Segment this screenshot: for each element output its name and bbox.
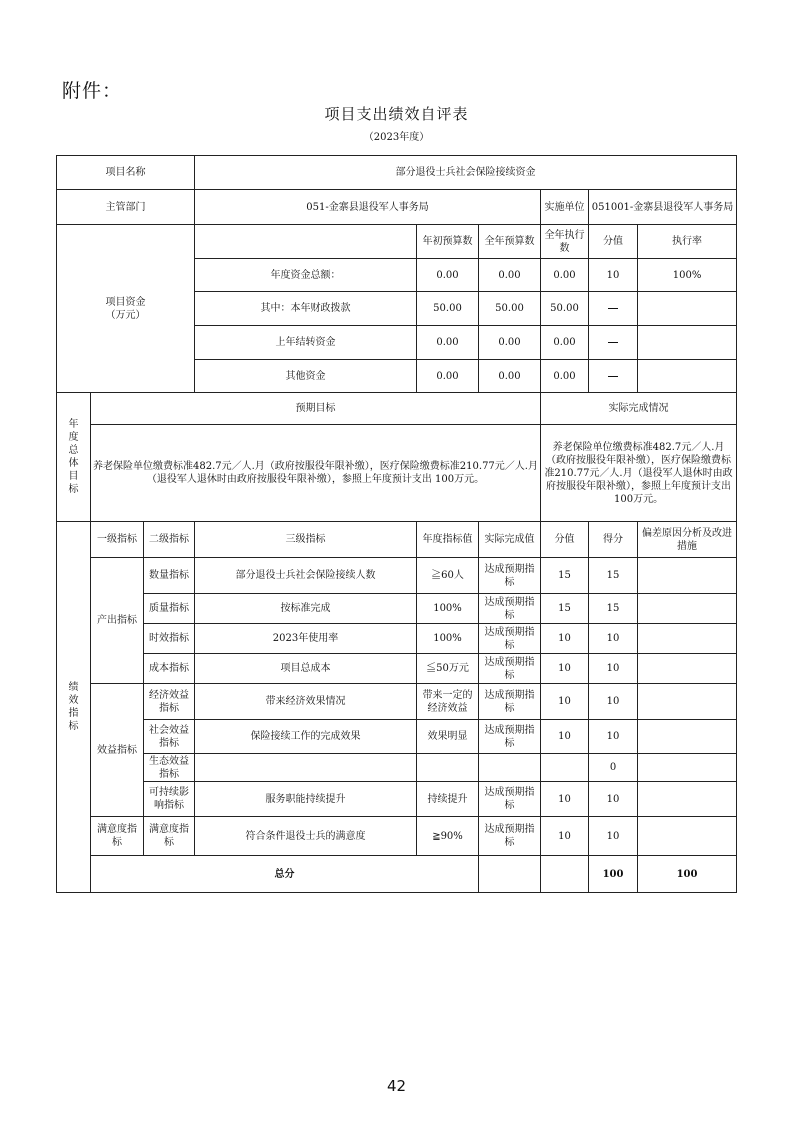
target-cell: 100% <box>417 594 479 624</box>
dept-value: 051-金寨县退役军人事务局 <box>195 190 541 225</box>
reason-cell <box>638 558 737 594</box>
indicator-row <box>57 817 737 856</box>
reason-cell <box>638 684 737 720</box>
actual-cell: 达成预期指标 <box>479 624 541 654</box>
reason-cell <box>638 782 737 817</box>
value-cell: 10 <box>541 624 589 654</box>
level2-cell: 生态效益指标 <box>144 754 195 782</box>
funds-dash <box>608 342 618 343</box>
funds-header-cell: 年初预算数 <box>417 225 479 259</box>
funds-cell: 100% <box>638 259 737 292</box>
funds-cell <box>638 326 737 360</box>
indicator-row <box>57 684 737 720</box>
annual-goal-side-label <box>57 393 91 522</box>
dept-label: 主管部门 <box>57 190 195 225</box>
value-cell: 10 <box>541 720 589 754</box>
actual-cell <box>479 754 541 782</box>
page-number: 42 <box>386 1077 407 1095</box>
funds-header-cell: 分值 <box>589 225 638 259</box>
value-cell: 15 <box>541 558 589 594</box>
value-cell <box>541 754 589 782</box>
target-cell: 持续提升 <box>417 782 479 817</box>
level3-cell: 按标准完成 <box>195 594 417 624</box>
project-name-value: 部分退役士兵社会保险接续资金 <box>195 156 737 190</box>
perf-header-cell: 年度指标值 <box>417 522 479 558</box>
score-cell: 10 <box>589 782 638 817</box>
total-label: 总分 <box>91 856 479 893</box>
funds-cell: 0.00 <box>417 360 479 393</box>
actual-cell: 达成预期指标 <box>479 684 541 720</box>
level3-cell: 保险接续工作的完成效果 <box>195 720 417 754</box>
impl-value: 051001-金寨县退役军人事务局 <box>589 190 737 225</box>
project-name-label: 项目名称 <box>57 156 195 190</box>
score-cell: 10 <box>589 624 638 654</box>
funds-header-cell: 执行率 <box>638 225 737 259</box>
target-cell: ≦50万元 <box>417 654 479 684</box>
actual-cell: 达成预期指标 <box>479 817 541 856</box>
target-cell: 带来一定的经济效益 <box>417 684 479 720</box>
funds-header-cell: 全年预算数 <box>479 225 541 259</box>
level1-satisfaction: 满意度指标 <box>91 817 144 856</box>
impl-label: 实施单位 <box>541 190 589 225</box>
indicator-row <box>57 624 737 654</box>
funds-cell: 0.00 <box>541 326 589 360</box>
level2-cell: 可持续影响指标 <box>144 782 195 817</box>
funds-cell: 50.00 <box>541 292 589 326</box>
level2-cell: 时效指标 <box>144 624 195 654</box>
actual-cell: 达成预期指标 <box>479 558 541 594</box>
funds-label-line1: 项目资金 <box>105 296 146 308</box>
performance-side-text: 绩 效 指 标 <box>68 682 79 732</box>
value-cell: 10 <box>541 817 589 856</box>
indicator-row <box>57 654 737 684</box>
level2-cell: 社会效益指标 <box>144 720 195 754</box>
actual-cell: 达成预期指标 <box>479 782 541 817</box>
target-cell: 100% <box>417 624 479 654</box>
total-blank <box>541 856 589 893</box>
expected-goal-text: 养老保险单位缴费标准482.7元／人.月（政府按服役年限补缴），医疗保险缴费标准210.77元／人.月（退役军人退休时由政府按服役年限补缴），参照上年度预计支出 100万元。 <box>91 425 541 522</box>
level3-cell: 部分退役士兵社会保险接续人数 <box>195 558 417 594</box>
value-cell: 10 <box>541 654 589 684</box>
target-cell <box>417 754 479 782</box>
funds-dash-cell <box>589 326 638 360</box>
funds-row-label: 其中：本年财政拨款 <box>195 292 417 326</box>
funds-cell <box>638 292 737 326</box>
actual-result-header: 实际完成情况 <box>541 393 737 425</box>
target-cell: 效果明显 <box>417 720 479 754</box>
funds-cell: 0.00 <box>479 326 541 360</box>
funds-label-line2: （万元） <box>105 309 146 321</box>
page-title: 项目支出绩效自评表 <box>324 105 469 123</box>
reason-cell <box>638 754 737 782</box>
indicator-row <box>57 558 737 594</box>
actual-cell: 达成预期指标 <box>479 594 541 624</box>
level2-cell: 质量指标 <box>144 594 195 624</box>
funds-row-label: 上年结转资金 <box>195 326 417 360</box>
score-cell: 15 <box>589 594 638 624</box>
funds-row-label: 其他资金 <box>195 360 417 393</box>
score-cell: 15 <box>589 558 638 594</box>
funds-cell: 10 <box>589 259 638 292</box>
funds-row-label: 年度资金总额： <box>195 259 417 292</box>
level3-cell: 符合条件退役士兵的满意度 <box>195 817 417 856</box>
score-cell: 0 <box>589 754 638 782</box>
performance-side-label <box>57 522 91 893</box>
funds-cell: 0.00 <box>479 360 541 393</box>
funds-cell: 50.00 <box>479 292 541 326</box>
funds-dash <box>608 376 618 377</box>
total-blank <box>479 856 541 893</box>
funds-cell: 0.00 <box>417 259 479 292</box>
value-cell: 10 <box>541 782 589 817</box>
perf-header-cell: 分值 <box>541 522 589 558</box>
value-cell: 15 <box>541 594 589 624</box>
perf-header-cell: 实际完成值 <box>479 522 541 558</box>
actual-cell: 达成预期指标 <box>479 654 541 684</box>
level3-cell: 带来经济效果情况 <box>195 684 417 720</box>
indicator-row <box>57 754 737 782</box>
total-score: 100 <box>638 856 737 893</box>
score-cell: 10 <box>589 684 638 720</box>
funds-cell: 50.00 <box>417 292 479 326</box>
funds-cell: 0.00 <box>479 259 541 292</box>
target-cell: ≧60人 <box>417 558 479 594</box>
reason-cell <box>638 624 737 654</box>
level3-cell: 项目总成本 <box>195 654 417 684</box>
funds-cell: 0.00 <box>541 259 589 292</box>
level2-cell: 满意度指标 <box>144 817 195 856</box>
level3-cell: 2023年使用率 <box>195 624 417 654</box>
level1-output: 产出指标 <box>91 558 144 684</box>
self-evaluation-table <box>56 155 737 893</box>
funds-header-blank <box>195 225 417 259</box>
funds-dash-cell <box>589 292 638 326</box>
score-cell: 10 <box>589 817 638 856</box>
indicator-row <box>57 594 737 624</box>
indicator-row <box>57 720 737 754</box>
level2-cell: 经济效益指标 <box>144 684 195 720</box>
attachment-label: 附件： <box>62 80 123 102</box>
score-cell: 10 <box>589 654 638 684</box>
target-cell: ≧90% <box>417 817 479 856</box>
level3-cell: 服务职能持续提升 <box>195 782 417 817</box>
perf-header-cell: 三级指标 <box>195 522 417 558</box>
actual-cell: 达成预期指标 <box>479 720 541 754</box>
value-cell: 10 <box>541 684 589 720</box>
reason-cell <box>638 594 737 624</box>
expected-goal-header: 预期目标 <box>91 393 541 425</box>
perf-header-cell: 偏差原因分析及改进措施 <box>638 522 737 558</box>
perf-header-cell: 一级指标 <box>91 522 144 558</box>
indicator-row <box>57 782 737 817</box>
level2-cell: 数量指标 <box>144 558 195 594</box>
score-cell: 10 <box>589 720 638 754</box>
annual-goal-side-text: 年 度 总 体 目 标 <box>68 419 79 495</box>
reason-cell <box>638 654 737 684</box>
funds-cell: 0.00 <box>541 360 589 393</box>
funds-cell <box>638 360 737 393</box>
reason-cell <box>638 817 737 856</box>
perf-header-cell: 得分 <box>589 522 638 558</box>
funds-dash-cell <box>589 360 638 393</box>
reason-cell <box>638 720 737 754</box>
year-label: （2023年度） <box>363 132 430 143</box>
actual-result-text: 养老保险单位缴费标准482.7元／人.月（政府按服役年限补缴），医疗保险缴费标准210.77元／人.月（退役军人退休时由政府按服役年限补缴），参照上年度预计支出 100万元。 <box>541 425 737 522</box>
level3-cell <box>195 754 417 782</box>
funds-dash <box>608 308 618 309</box>
funds-cell: 0.00 <box>417 326 479 360</box>
level2-cell: 成本指标 <box>144 654 195 684</box>
total-value: 100 <box>589 856 638 893</box>
perf-header-cell: 二级指标 <box>144 522 195 558</box>
level1-benefit: 效益指标 <box>91 684 144 817</box>
funds-label <box>57 225 195 393</box>
funds-header-cell: 全年执行数 <box>541 225 589 259</box>
